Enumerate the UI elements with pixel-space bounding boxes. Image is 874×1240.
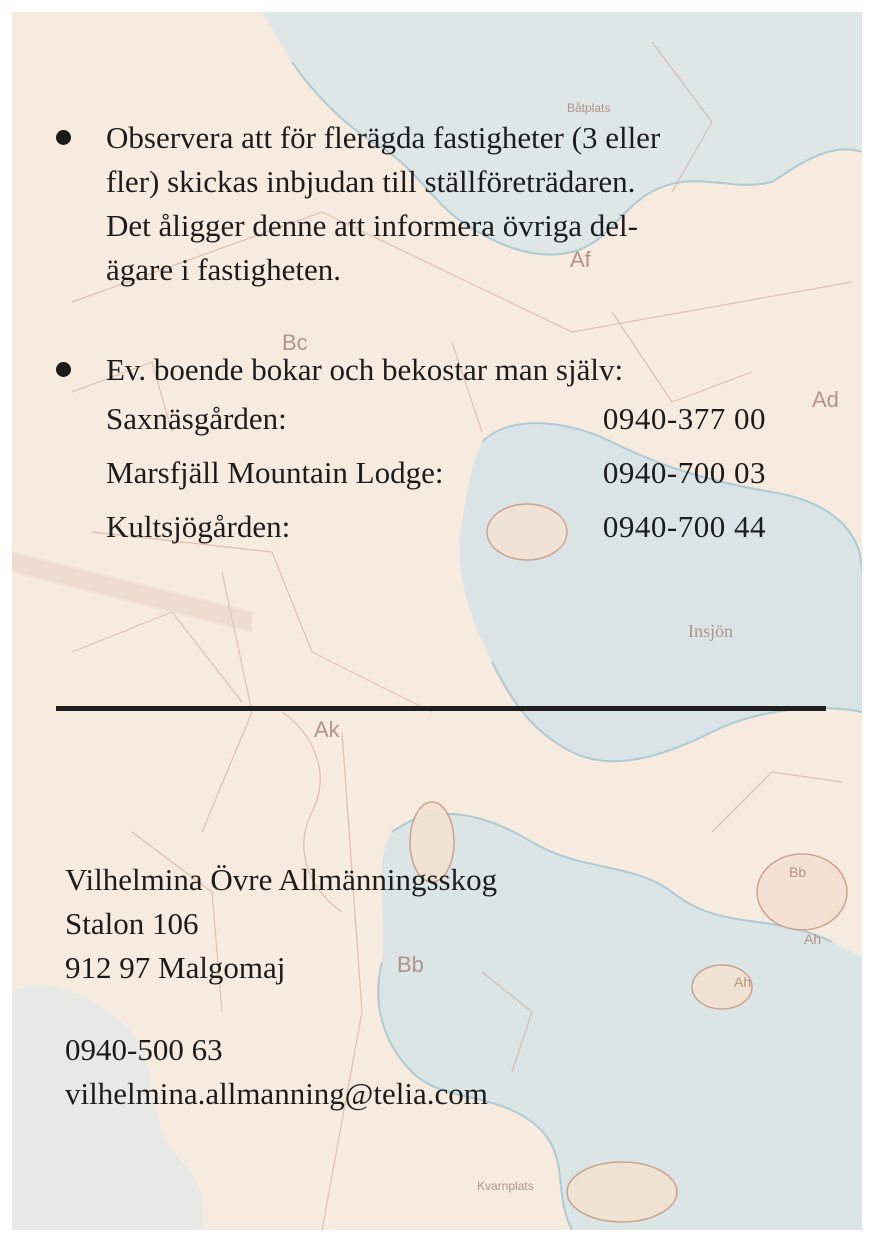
document-page bbox=[12, 12, 862, 1230]
contact-email: vilhelmina.allmanning@telia.com bbox=[65, 1076, 488, 1111]
postal-address: 912 97 Malgomaj bbox=[65, 950, 286, 985]
document-content bbox=[12, 12, 862, 1230]
map-label-kvarnplats: Kvarnplats bbox=[477, 1179, 534, 1193]
lodging-row bbox=[106, 446, 766, 500]
text-line: Det åligger denne att informera övriga del- bbox=[106, 208, 638, 243]
lodging-name: Kultsjögården: bbox=[106, 509, 291, 544]
map-label-bb-small: Bb bbox=[789, 864, 807, 880]
map-label-af: Af bbox=[570, 247, 591, 272]
lodging-phone: 0940-700 03 bbox=[602, 455, 766, 490]
map-label-bb: Bb bbox=[397, 952, 424, 977]
lodging-name: Saxnäsgården: bbox=[106, 401, 287, 436]
map-label-insjon: Insjön bbox=[688, 621, 733, 641]
street-address: Stalon 106 bbox=[65, 906, 199, 941]
map-label-ah: Ah bbox=[804, 931, 822, 947]
lodging-phone: 0940-377 00 bbox=[602, 401, 766, 436]
map-label-ad: Ad bbox=[812, 387, 839, 412]
lodging-row bbox=[106, 392, 766, 446]
text-line: Observera att för flerägda fastigheter (3 eller bbox=[106, 120, 661, 155]
contact-address-block bbox=[65, 858, 765, 1116]
organization-name: Vilhelmina Övre Allmänningsskog bbox=[65, 862, 498, 897]
map-label-ak: Ak bbox=[314, 717, 340, 742]
bullet-dot bbox=[56, 362, 71, 377]
bullet-dot bbox=[56, 130, 71, 145]
contact-phone: 0940-500 63 bbox=[65, 1032, 223, 1067]
text-line: ägare i fastigheten. bbox=[106, 252, 341, 287]
map-label-ah-small: Ah bbox=[734, 974, 752, 990]
lodging-phone: 0940-700 44 bbox=[602, 509, 766, 544]
section-divider bbox=[56, 706, 826, 711]
text-line: fler) skickas inbjudan till ställföreträdaren. bbox=[106, 164, 636, 199]
bullet-text bbox=[106, 348, 816, 392]
lodging-name: Marsfjäll Mountain Lodge: bbox=[106, 455, 444, 490]
lodging-row bbox=[106, 500, 766, 554]
map-label-batplats: Båtplats bbox=[567, 101, 611, 115]
text-line: Ev. boende bokar och bekostar man själv: bbox=[106, 352, 624, 387]
map-label-bc: Bc bbox=[282, 330, 308, 355]
bullet-text bbox=[106, 116, 816, 292]
